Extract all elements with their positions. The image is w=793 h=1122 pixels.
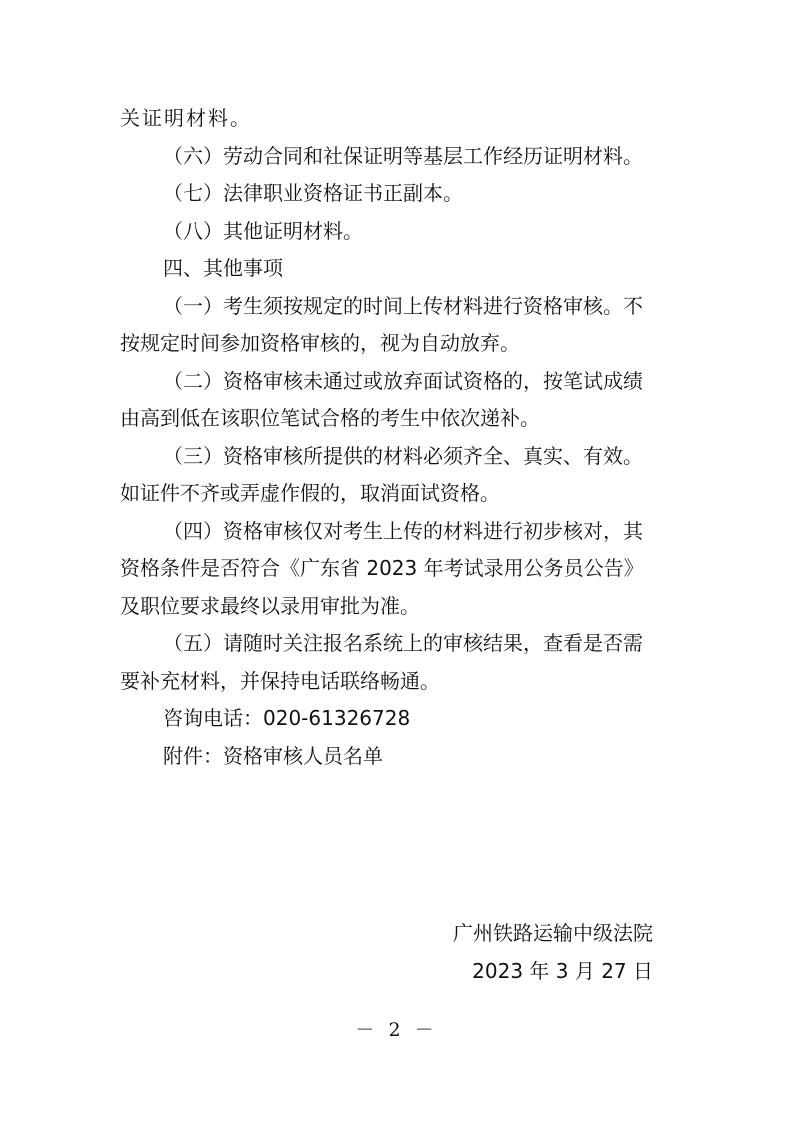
page-number: － 2 － xyxy=(355,1019,438,1041)
text-line-item-7: （七）法律职业资格证书正副本。 xyxy=(163,181,463,205)
text-line-continuation: 关证明材料。 xyxy=(120,106,252,130)
text-line-matter-4-cont-1: 资格条件是否符合《广东省 2023 年考试录用公务员公告》 xyxy=(120,556,644,580)
text-line-matter-1-cont: 按规定时间参加资格审核的，视为自动放弃。 xyxy=(120,331,520,355)
signature-organization: 广州铁路运输中级法院 xyxy=(453,921,653,945)
text-line-item-8: （八）其他证明材料。 xyxy=(163,218,363,243)
signature-date: 2023 年 3 月 27 日 xyxy=(472,958,653,983)
section-heading-other-matters: 四、其他事项 xyxy=(163,256,283,280)
text-line-matter-4: （四）资格审核仅对考生上传的材料进行初步核对，其 xyxy=(163,518,643,543)
text-line-matter-1: （一）考生须按规定的时间上传材料进行资格审核。不 xyxy=(163,293,643,318)
text-line-matter-2-cont: 由高到低在该职位笔试合格的考生中依次递补。 xyxy=(120,406,540,430)
text-line-matter-5-cont: 要补充材料，并保持电话联络畅通。 xyxy=(120,668,440,693)
signature-block xyxy=(453,915,653,990)
text-line-matter-3: （三）资格审核所提供的材料必须齐全、真实、有效。 xyxy=(163,443,643,468)
text-line-matter-4-cont-2: 及职位要求最终以录用审批为准。 xyxy=(120,593,420,618)
text-line-matter-5: （五）请随时关注报名系统上的审核结果，查看是否需 xyxy=(163,631,643,655)
text-line-matter-3-cont: 如证件不齐或弄虚作假的，取消面试资格。 xyxy=(120,481,500,505)
text-line-matter-2: （二）资格审核未通过或放弃面试资格的，按笔试成绩 xyxy=(163,368,643,393)
attachment-note: 附件：资格审核人员名单 xyxy=(163,743,383,768)
document-body xyxy=(120,100,680,775)
text-line-item-6: （六）劳动合同和社保证明等基层工作经历证明材料。 xyxy=(163,143,643,168)
contact-phone: 咨询电话：020-61326728 xyxy=(163,706,411,730)
